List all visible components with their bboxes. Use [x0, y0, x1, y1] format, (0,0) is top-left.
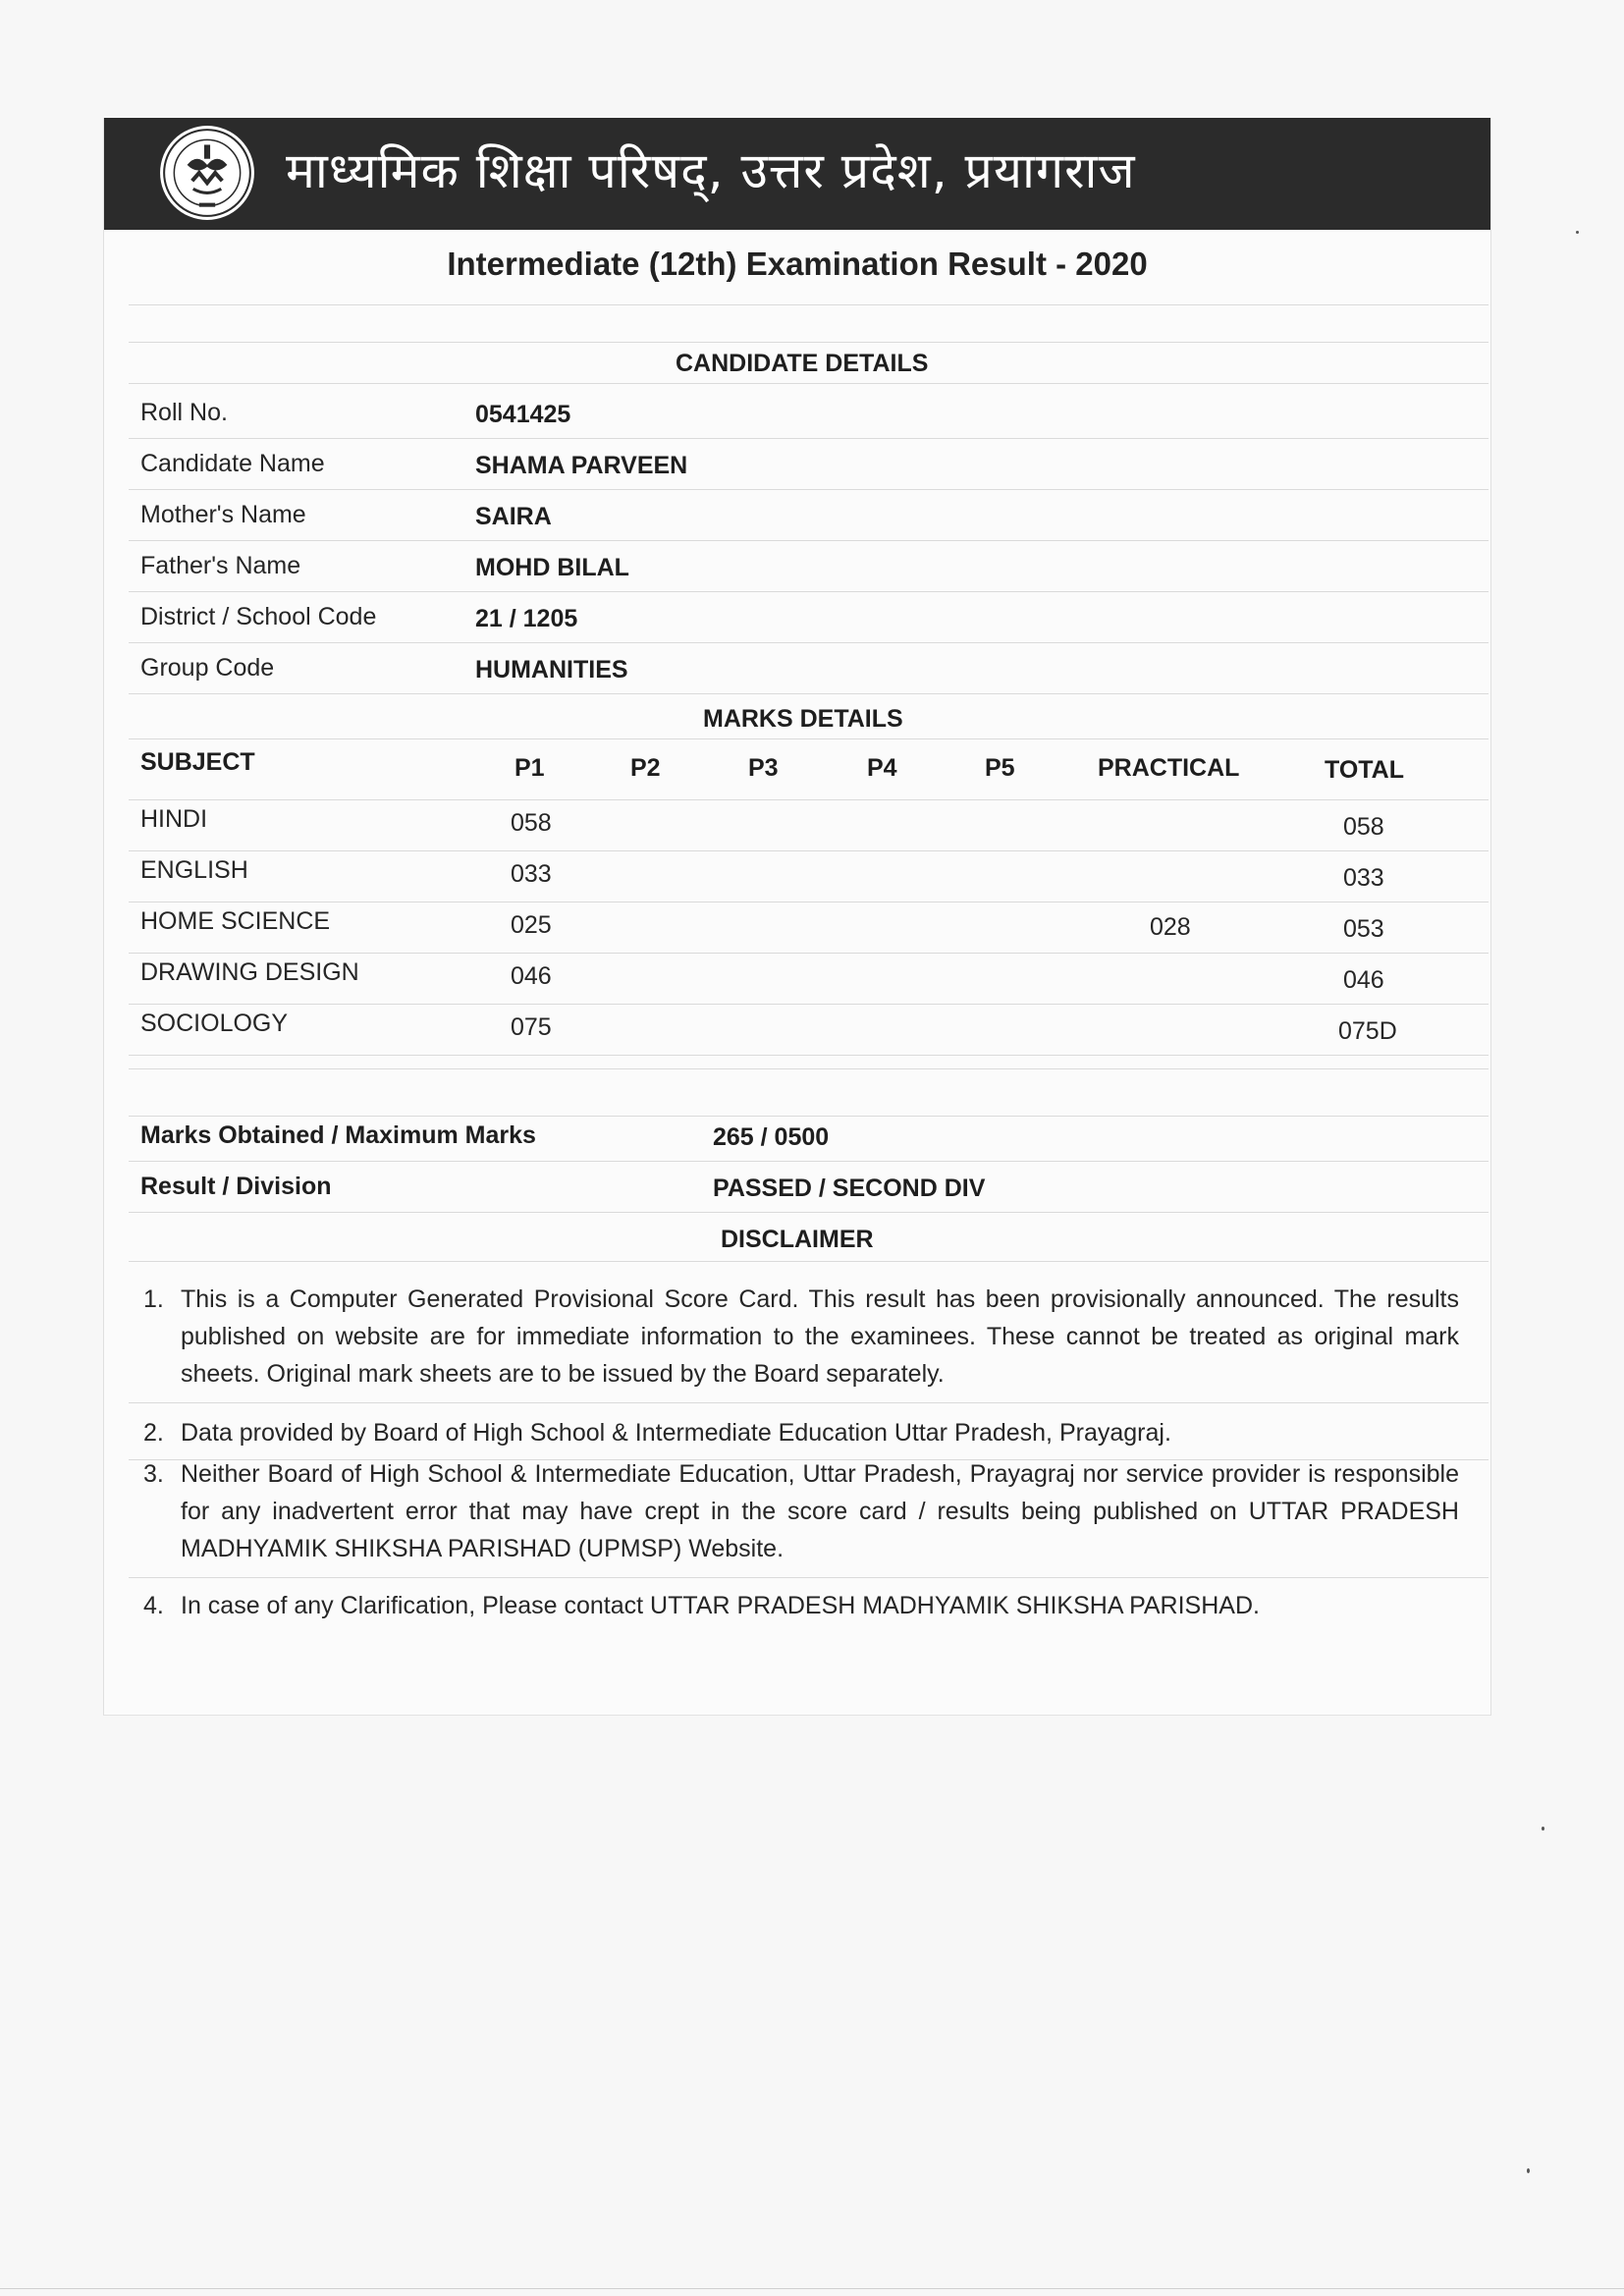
item-text: In case of any Clarification, Please contact UTTAR PRADESH MADHYAMIK SHIKSHA PARISHAD. — [181, 1592, 1260, 1619]
subject-cell: DRAWING DESIGN — [140, 958, 359, 986]
item-text: This is a Computer Generated Provisional Score Card. This result has been provisionally announced. The results published on website are for immediate information to the examinees. These cannot be treated as original mark sheets. Original mark sheets are to be issued by the Board separately. — [181, 1285, 1459, 1388]
divider — [129, 738, 1489, 739]
divider — [129, 342, 1489, 343]
group-code-value: HUMANITIES — [475, 656, 628, 683]
p1-cell: 058 — [511, 809, 552, 837]
total-cell: 053 — [1343, 915, 1384, 943]
scan-speck — [1576, 231, 1579, 234]
p1-cell: 046 — [511, 962, 552, 990]
total-cell: 046 — [1343, 966, 1384, 994]
father-name-value: MOHD BILAL — [475, 554, 629, 581]
candidate-name-label: Candidate Name — [140, 450, 325, 477]
divider — [129, 383, 1489, 384]
district-school-code-label: District / School Code — [140, 603, 377, 630]
subject-cell: ENGLISH — [140, 856, 248, 884]
divider — [129, 489, 1489, 490]
subject-cell: HOME SCIENCE — [140, 907, 331, 935]
item-number: 4. — [143, 1592, 164, 1619]
mother-name-value: SAIRA — [475, 503, 552, 530]
board-emblem-icon — [157, 123, 257, 223]
p1-cell: 025 — [511, 911, 552, 939]
disclaimer-item — [143, 1587, 1459, 1624]
divider — [129, 953, 1489, 954]
subject-cell: HINDI — [140, 805, 208, 833]
disclaimer-item — [143, 1414, 1459, 1451]
item-text: Neither Board of High School & Intermediate Education, Uttar Pradesh, Prayagraj nor service provider is responsible for any inadvertent error that may have crept in the score card / results being published on UTTAR PRADESH MADHYAMIK SHIKSHA PARISHAD (UPMSP) Website. — [181, 1460, 1459, 1562]
col-p2: P2 — [630, 754, 661, 782]
item-number: 3. — [143, 1460, 164, 1488]
col-total: TOTAL — [1325, 756, 1405, 784]
disclaimer-item — [143, 1281, 1459, 1393]
divider — [129, 1577, 1489, 1578]
result-division-label: Result / Division — [140, 1173, 332, 1200]
board-title: माध्यमिक शिक्षा परिषद्, उत्तर प्रदेश, प्रयागराज — [286, 142, 1136, 199]
p1-cell: 033 — [511, 860, 552, 888]
p1-cell: 075 — [511, 1013, 552, 1041]
divider — [129, 1212, 1489, 1213]
item-text: Data provided by Board of High School & Intermediate Education Uttar Pradesh, Prayagraj. — [181, 1419, 1171, 1447]
col-subject: SUBJECT — [140, 748, 255, 776]
divider — [129, 540, 1489, 541]
disclaimer-heading: DISCLAIMER — [721, 1226, 874, 1253]
roll-no-label: Roll No. — [140, 399, 228, 426]
subject-cell: SOCIOLOGY — [140, 1010, 289, 1037]
divider — [129, 1161, 1489, 1162]
divider — [129, 799, 1489, 800]
practical-cell: 028 — [1150, 913, 1191, 941]
candidate-name-value: SHAMA PARVEEN — [475, 452, 688, 479]
scan-speck — [1527, 2168, 1530, 2173]
result-sheet — [103, 118, 1491, 1716]
total-cell: 075D — [1338, 1017, 1397, 1045]
mother-name-label: Mother's Name — [140, 501, 306, 528]
header-banner — [104, 118, 1490, 230]
divider — [129, 642, 1489, 643]
marks-obtained-value: 265 / 0500 — [713, 1123, 830, 1151]
divider — [129, 438, 1489, 439]
roll-no-value: 0541425 — [475, 401, 571, 428]
disclaimer-item — [143, 1455, 1459, 1567]
divider — [129, 304, 1489, 305]
result-division-value: PASSED / SECOND DIV — [713, 1175, 986, 1202]
total-cell: 058 — [1343, 813, 1384, 841]
divider — [129, 693, 1489, 694]
scan-speck — [1542, 1827, 1544, 1831]
divider — [129, 1116, 1489, 1117]
col-p1: P1 — [514, 754, 545, 782]
col-p4: P4 — [867, 754, 897, 782]
divider — [129, 850, 1489, 851]
divider — [129, 591, 1489, 592]
item-number: 1. — [143, 1285, 164, 1313]
divider — [129, 1068, 1489, 1069]
candidate-details-heading: CANDIDATE DETAILS — [676, 350, 929, 377]
total-cell: 033 — [1343, 864, 1384, 892]
divider — [129, 1004, 1489, 1005]
marks-obtained-label: Marks Obtained / Maximum Marks — [140, 1121, 536, 1149]
district-school-code-value: 21 / 1205 — [475, 605, 578, 632]
divider — [129, 1402, 1489, 1403]
exam-title: Intermediate (12th) Examination Result - 2020 — [447, 246, 1148, 282]
marks-details-heading: MARKS DETAILS — [703, 705, 903, 733]
group-code-label: Group Code — [140, 654, 275, 682]
page-edge — [0, 2288, 1624, 2289]
col-p5: P5 — [985, 754, 1015, 782]
divider — [129, 1055, 1489, 1056]
divider — [129, 1261, 1489, 1262]
col-practical: PRACTICAL — [1098, 754, 1240, 782]
col-p3: P3 — [748, 754, 779, 782]
father-name-label: Father's Name — [140, 552, 301, 579]
item-number: 2. — [143, 1419, 164, 1447]
